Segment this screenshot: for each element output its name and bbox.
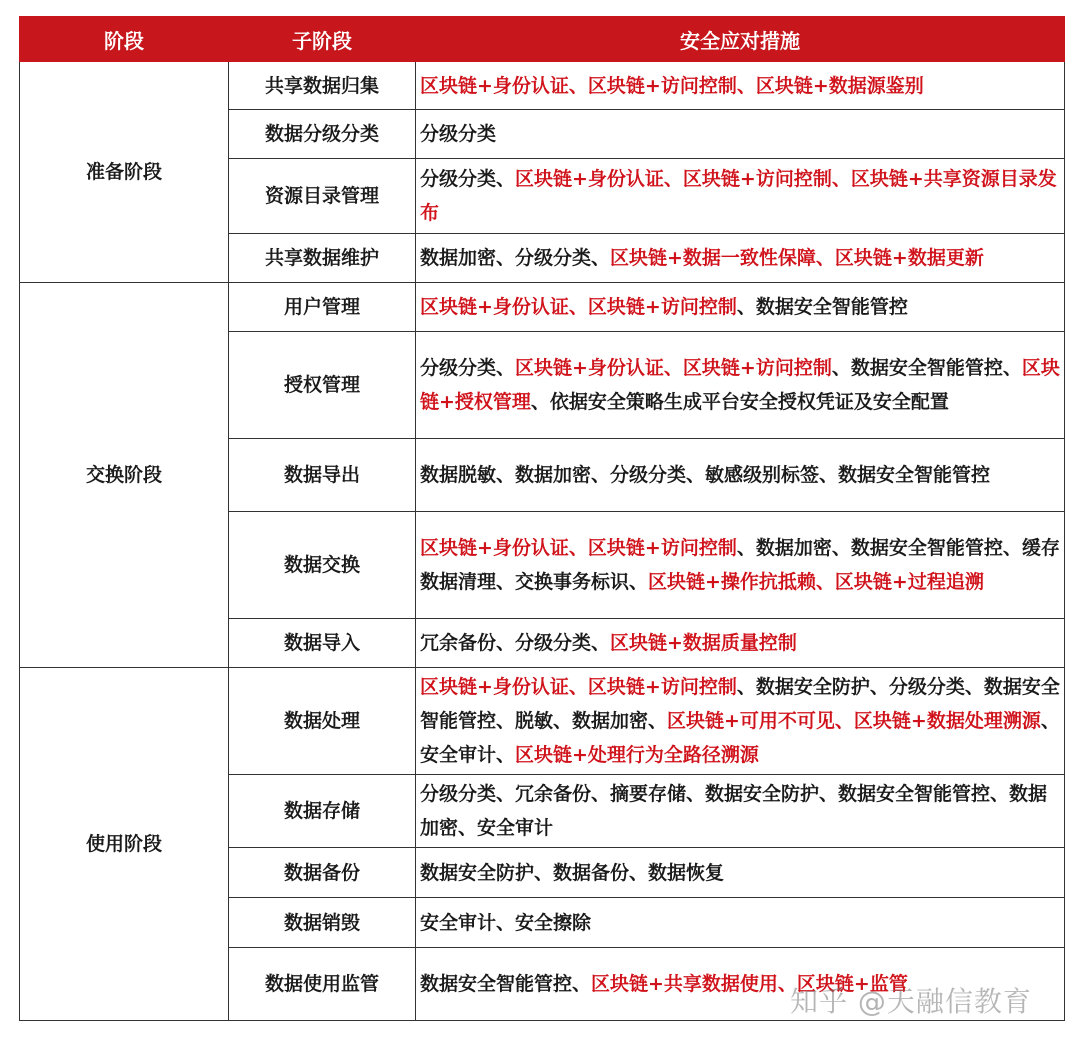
measures-cell	[416, 512, 1065, 619]
sub-stage-cell: 用户管理	[229, 283, 416, 332]
measure-text: 、依据安全策略生成平台安全授权凭证及安全配置	[530, 391, 949, 413]
sub-stage-cell: 数据导入	[229, 619, 416, 668]
measures-cell	[416, 619, 1065, 668]
measures-cell	[416, 848, 1065, 898]
sub-stage-cell: 数据导出	[229, 439, 416, 512]
sub-stage-cell: 共享数据归集	[229, 62, 416, 110]
measures-cell	[416, 668, 1065, 775]
measures-cell	[416, 159, 1065, 234]
measure-text: 、安全审计、	[420, 710, 1060, 766]
blockchain-measure-text: 区块链+授权管理	[420, 357, 1060, 413]
blockchain-measure-text: 区块链+共享数据使用、区块链+监管	[591, 973, 908, 995]
sub-stage-cell: 数据存储	[229, 775, 416, 848]
sub-stage-cell: 数据使用监管	[229, 948, 416, 1021]
measure-text: 数据脱敏、数据加密、分级分类、敏感级别标签、数据安全智能管控	[420, 464, 991, 486]
header-stage: 阶段	[20, 17, 229, 62]
blockchain-measure-text: 区块链+数据一致性保障、区块链+数据更新	[610, 247, 984, 269]
measures-cell	[416, 439, 1065, 512]
measure-text: 安全审计、安全擦除	[420, 911, 592, 934]
table-body	[20, 62, 1065, 1021]
blockchain-measure-text: 区块链+身份认证、区块链+访问控制、区块链+共享资源目录发布	[420, 168, 1057, 224]
measures-cell	[416, 62, 1065, 110]
sub-stage-cell: 数据处理	[229, 668, 416, 775]
sub-stage-cell: 数据分级分类	[229, 110, 416, 159]
measure-text: 、数据加密、数据安全智能管控、缓存数据清理、交换事务标识、	[420, 537, 1060, 593]
sub-stage-cell: 数据销毁	[229, 898, 416, 948]
watermark: 知乎 @天融信教育	[790, 985, 1032, 1018]
measure-text: 数据加密、分级分类、	[420, 247, 611, 269]
measure-text: 、数据安全智能管控	[736, 296, 908, 318]
sub-stage-cell: 共享数据维护	[229, 234, 416, 283]
measure-text: 数据安全防护、数据备份、数据恢复	[420, 861, 725, 884]
measure-text: 分级分类、	[420, 357, 516, 379]
blockchain-measure-text: 区块链+身份认证、区块链+访问控制	[420, 537, 737, 559]
security-measures-table	[19, 16, 1065, 1021]
measures-cell	[416, 234, 1065, 283]
measure-text: 分级分类	[420, 123, 497, 145]
measures-cell	[416, 898, 1065, 948]
blockchain-measure-text: 区块链+处理行为全路径溯源	[515, 744, 759, 766]
measures-cell	[416, 283, 1065, 332]
table-header-row	[20, 17, 1065, 62]
table-row	[20, 283, 1065, 332]
sub-stage-cell: 数据交换	[229, 512, 416, 619]
measure-text: 分级分类、冗余备份、摘要存储、数据安全防护、数据安全智能管控、数据加密、安全审计	[420, 783, 1048, 839]
blockchain-measure-text: 区块链+操作抗抵赖、区块链+过程追溯	[648, 571, 984, 593]
blockchain-measure-text: 区块链+身份认证、区块链+访问控制	[515, 357, 832, 379]
sub-stage-cell: 数据备份	[229, 848, 416, 898]
blockchain-measure-text: 区块链+身份认证、区块链+访问控制	[420, 676, 737, 698]
blockchain-measure-text: 区块链+身份认证、区块链+访问控制	[420, 296, 737, 318]
sub-stage-cell: 资源目录管理	[229, 159, 416, 234]
measure-text: 冗余备份、分级分类、	[420, 632, 611, 654]
measures-cell	[416, 332, 1065, 439]
sub-stage-cell: 授权管理	[229, 332, 416, 439]
measure-text: 、数据安全防护、分级分类、数据安全智能管控、脱敏、数据加密、	[420, 676, 1060, 732]
header-sub-stage: 子阶段	[229, 17, 416, 62]
measure-text: 分级分类、	[420, 168, 516, 190]
stage-cell: 交换阶段	[20, 283, 229, 668]
header-measures: 安全应对措施	[416, 17, 1065, 62]
measure-text: 、数据安全智能管控、	[831, 357, 1022, 379]
measures-cell	[416, 775, 1065, 848]
stage-cell: 使用阶段	[20, 668, 229, 1021]
stage-cell: 准备阶段	[20, 62, 229, 283]
measure-text: 数据安全智能管控、	[420, 973, 592, 995]
blockchain-measure-text: 区块链+身份认证、区块链+访问控制、区块链+数据源鉴别	[420, 74, 924, 97]
blockchain-measure-text: 区块链+可用不可见、区块链+数据处理溯源	[667, 710, 1041, 732]
table-row	[20, 62, 1065, 110]
measures-cell	[416, 110, 1065, 159]
table-row	[20, 668, 1065, 775]
blockchain-measure-text: 区块链+数据质量控制	[610, 632, 797, 654]
